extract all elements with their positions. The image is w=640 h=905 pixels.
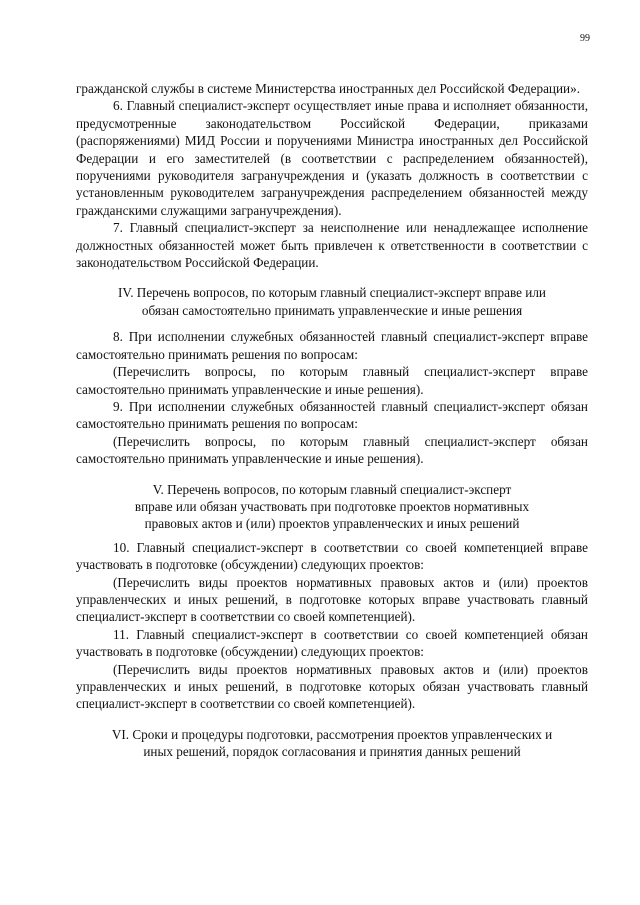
section-v-heading-line-3: правовых актов и (или) проектов управленческих и иных решений (144, 516, 520, 532)
section-vi-heading-line-1: VI. Сроки и процедуры подготовки, рассмотрения проектов управленческих и (111, 726, 553, 742)
paragraph-6: 6. Главный специалист-эксперт осуществляет иные права и исполняет обязанности, предусмотренные законодательством Российской Федерации, приказами (распоряжениями) МИД России и поручениями Министра иностранных дел Российской Федерации и его заместителей (в соответствии с распределением обязанностей), поручениями руководителя загранучреждения и (указать должность в соответствии с установленным руководителем загранучреждения распределением обязанностей между гражданскими служащими загранучреждения). (76, 98, 588, 218)
paragraph-continuation: гражданской службы в системе Министерства иностранных дел Российской Федерации». (76, 81, 580, 96)
paragraph-8: 8. При исполнении служебных обязанностей главный специалист-эксперт вправе самостоятельно принимать решения по вопросам: (76, 329, 588, 362)
page-number: 99 (580, 33, 590, 44)
paragraph-8-note: (Перечислить вопросы, по которым главный специалист-эксперт вправе самостоятельно принимать управленческие и иные решения). (76, 364, 588, 397)
paragraph-10: 10. Главный специалист-эксперт в соответствии со своей компетенцией вправе участвовать в подготовке (обсуждении) следующих проектов: (76, 539, 588, 573)
paragraph-11-note: (Перечислить виды проектов нормативных правовых актов и (или) проектов управленческих и иных решений, в подготовке которых обязан участвовать главный специалист-эксперт в соответствии со своей компетенцией). (76, 661, 588, 712)
paragraph-7: 7. Главный специалист-эксперт за неисполнение или ненадлежащее исполнение должностных обязанностей может быть привлечен к ответственности в соответствии с законодательством Российской Федерации. (76, 220, 588, 271)
section-iv-heading-line-2: обязан самостоятельно принимать управленческие и иные решения (141, 302, 523, 318)
section-iv-heading-line-1: IV. Перечень вопросов, по которым главный специалист-эксперт вправе или (118, 285, 546, 301)
section-iv-heading (76, 284, 588, 319)
section-vi-heading (76, 726, 588, 761)
paragraph-11: 11. Главный специалист-эксперт в соответствии со своей компетенцией обязан участвовать в подготовке (обсуждении) следующих проектов: (76, 626, 588, 660)
paragraph-9: 9. При исполнении служебных обязанностей главный специалист-эксперт обязан самостоятельно принимать решения по вопросам: (76, 398, 588, 432)
section-v-heading-line-1: V. Перечень вопросов, по которым главный специалист-эксперт (152, 481, 512, 497)
section-vi-heading-line-2: иных решений, порядок согласования и принятия данных решений (143, 744, 521, 760)
document-body (76, 80, 588, 761)
section-v-heading-line-2: вправе или обязан участвовать при подготовке проектов нормативных (134, 498, 530, 514)
paragraph-9-note: (Перечислить вопросы, по которым главный специалист-эксперт обязан самостоятельно принимать управленческие и иные решения). (76, 433, 588, 467)
section-v-heading (76, 481, 588, 533)
paragraph-10-note: (Перечислить виды проектов нормативных правовых актов и (или) проектов управленческих и иных решений, в подготовке которых вправе участвовать главный специалист-эксперт в соответствии со своей компетенцией). (76, 574, 588, 625)
